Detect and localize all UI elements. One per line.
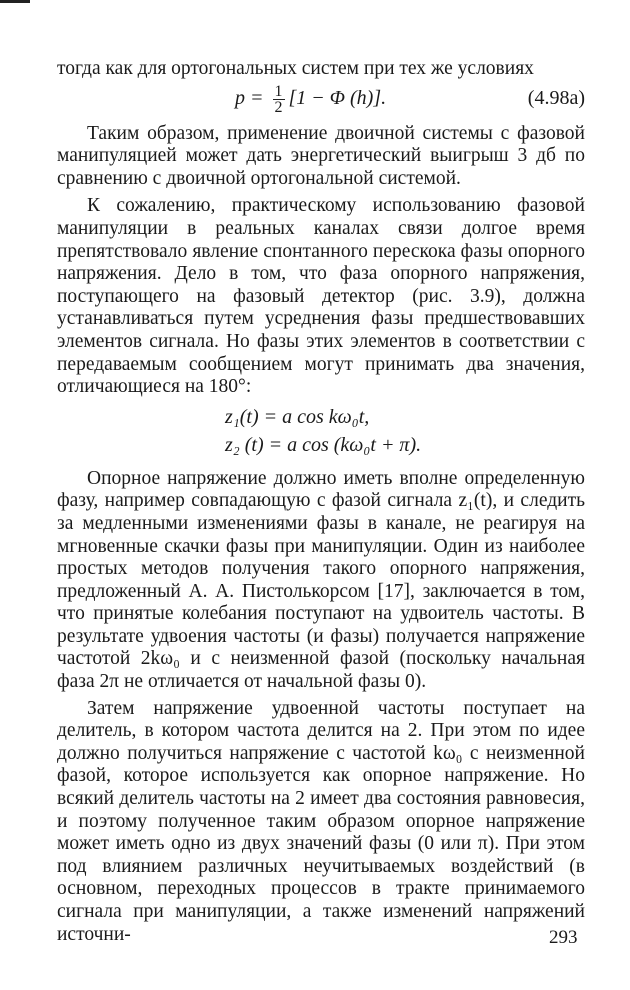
equation-z2: z₂ (t) = a cos (kω₀t + π). [225, 433, 422, 456]
page-number: 293 [549, 927, 578, 948]
paragraph-energy-gain: Таким образом, применение двоичной системы с фазовой манипуляцией может дать энергетический выигрыш 3 дб по сравнению с двоичной ортогональной системой. [57, 122, 585, 189]
equation-lhs: p = [235, 86, 269, 109]
fraction-numerator: 1 [274, 82, 283, 100]
paragraph-frequency-divider: Затем напряжение удвоенной частоты поступает на делитель, в котором частота делится на 2. При этом по идее должно получиться напряжение с частотой kω₀ с неизменной фазой, которое используется как опорное напряжение. Но всякий делитель частоты на 2 имеет два состояния равновесия, и поэтому полученное таким образом опорное напряжение может иметь одно из двух значений фазы (0 или π). При этом под влиянием различных неучитываемых воздействий (в основном, переходных процессов в тракте принимаемого сигнала при манипуляции, а также изменений напряжений источни- [57, 697, 585, 945]
scan-corner-mark [0, 0, 30, 3]
equation-z1: z₁(t) = a cos kω₀t, [225, 405, 370, 428]
paragraph-reference-voltage: Опорное напряжение должно иметь вполне определенную фазу, например совпадающую с фазой сигнала z₁(t), и следить за медленными изменениями фазы в канале, не реагируя на мгновенные скачки фазы при манипуляции. Один из наиболее простых методов получения такого опорного напряжения, предложенный А. А. Пистолькорсом [17], заключается в том, что принятые колебания поступают на удвоитель частоты. В результате удвоения частоты (и фазы) получается напряжение частотой 2kω₀ и с неизменной фазой (поскольку начальная фаза 2π не отличается от начальной фазы 0). [57, 467, 585, 693]
paragraph-intro: тогда как для ортогональных систем при тех же условиях [57, 58, 534, 79]
paragraph-phase-jump: К сожалению, практическому использованию фазовой манипуляции в реальных каналах связи долгое время препятствовало явление спонтанного перескока фазы опорного напряжения. Дело в том, что фаза опорного напряжения, поступающего на фазовый детектор (рис. 3.9), должна устанавливаться путем усреднения фазы предшествовавших элементов сигнала. Но фазы этих элементов в соответствии с передаваемым сообщением могут принимать два значения, отличающиеся на 180°: [57, 195, 585, 398]
fraction-denominator: 2 [274, 98, 283, 116]
equation-signals [57, 404, 585, 464]
equation-rhs: [1 − Φ (h)]. [288, 86, 387, 109]
fraction-one-half [273, 84, 285, 115]
equation-4-98a [57, 81, 585, 115]
equation-expression [235, 81, 386, 115]
page-body [57, 58, 585, 946]
equation-number: (4.98а) [527, 86, 585, 109]
